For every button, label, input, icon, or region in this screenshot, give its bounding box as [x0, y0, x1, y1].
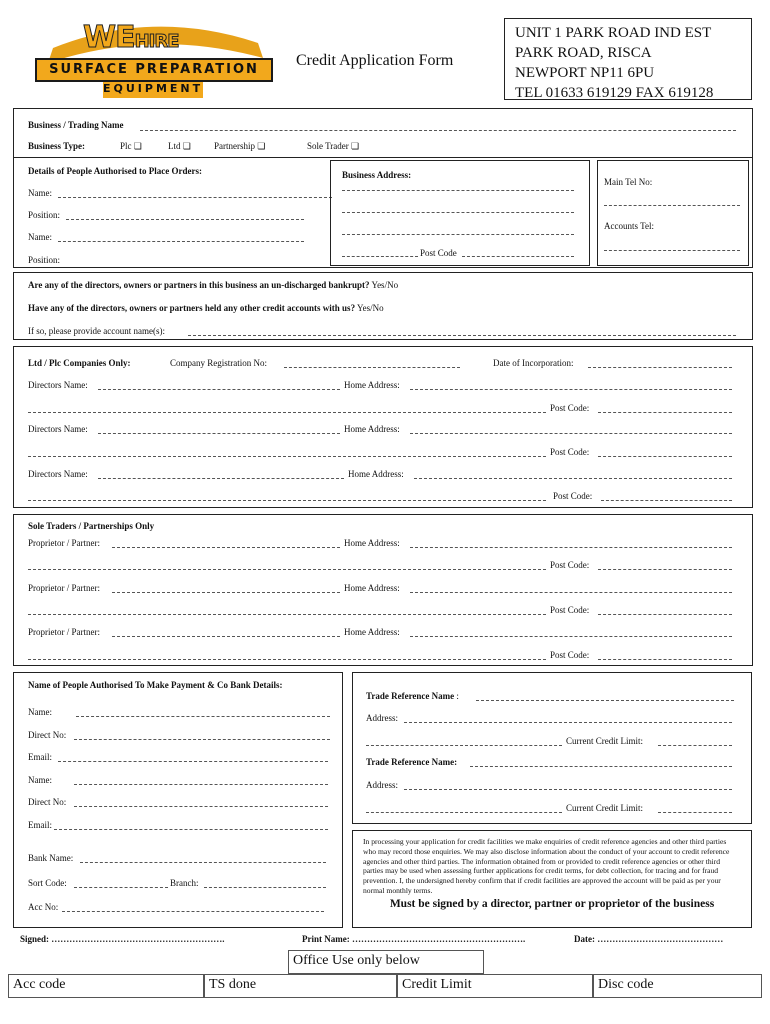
- company-address2: PARK ROAD, RISCA: [515, 45, 652, 61]
- proprietor1-home-input[interactable]: [410, 547, 732, 548]
- director3-name-label: Directors Name:: [28, 469, 88, 479]
- disclaimer-text: In processing your application for credit facilities we make enquiries of credit reference agencies and other third parties who may record those enquiries. We may also disclose information about the conduct of your account to credit reference agencies and other third parties. The information obtained from or provided to credit reference agencies or other third parties may be used when assessing further applications for credit terms, for debt collection, for tracing and for fraud prevention. I, the undersigned hereby confirm that if credit facilities are approved the account will be paid as per your normal monthly terms.: [363, 837, 730, 895]
- director3-home-label: Home Address:: [348, 469, 404, 479]
- proprietor2-home-input[interactable]: [410, 592, 732, 593]
- payment-email2-input[interactable]: [54, 829, 328, 830]
- authorised-name1-label: Name:: [28, 188, 52, 198]
- postcode-prefix-line[interactable]: [342, 256, 418, 257]
- authorised-position2-label: Position:: [28, 255, 61, 265]
- director3-postcode-label: Post Code:: [553, 491, 593, 501]
- company-address3: NEWPORT NP11 6PU: [515, 65, 655, 81]
- proprietor2-input[interactable]: [112, 592, 340, 593]
- proprietor2-postcode-input[interactable]: [598, 614, 732, 615]
- proprietor1-home-label: Home Address:: [344, 538, 400, 548]
- main-tel-label: Main Tel No:: [604, 177, 653, 187]
- logo-we: WE: [83, 20, 135, 55]
- office-ts-done[interactable]: TS done: [204, 974, 397, 998]
- question-accounts: [28, 303, 384, 313]
- director1-home-input[interactable]: [410, 389, 732, 390]
- director2-postcode-label: Post Code:: [550, 447, 590, 457]
- proprietor2-postcode-label: Post Code:: [550, 605, 590, 615]
- trade-ref2-name-label: Trade Reference Name:: [366, 757, 458, 767]
- question-accounts-answer[interactable]: Yes/No: [357, 303, 384, 313]
- business-address-label: Business Address:: [342, 170, 412, 180]
- trade-ref2-credit-label: Current Credit Limit:: [566, 803, 643, 813]
- payment-direct1-input[interactable]: [74, 739, 330, 740]
- date-inc-label: Date of Incorporation:: [493, 358, 574, 368]
- payment-name2-input[interactable]: [74, 784, 328, 785]
- trading-name-label: Business / Trading Name: [28, 120, 124, 130]
- trade-ref1-name-label: Trade Reference Name: [366, 691, 455, 701]
- company-address-box: [504, 18, 752, 100]
- director2-home-label: Home Address:: [344, 424, 400, 434]
- director1-name-input[interactable]: [98, 389, 340, 390]
- trade-ref2-address-input[interactable]: [404, 789, 732, 790]
- question-bankrupt-text: Are any of the directors, owners or partners in this business an un-discharged bankrupt?: [28, 280, 370, 290]
- proprietor1-postcode-input[interactable]: [598, 569, 732, 570]
- trade-ref1-credit-label: Current Credit Limit:: [566, 736, 643, 746]
- company-address1: UNIT 1 PARK ROAD IND EST: [515, 25, 712, 41]
- authorised-name2-input[interactable]: [58, 241, 304, 242]
- proprietor2-home-label: Home Address:: [344, 583, 400, 593]
- director2-name-label: Directors Name:: [28, 424, 88, 434]
- accounts-tel-label: Accounts Tel:: [604, 221, 654, 231]
- company-logo: [33, 18, 273, 100]
- trade-ref1-address-line2[interactable]: [366, 745, 562, 746]
- logo-line2: EQUIPMENT: [103, 82, 204, 95]
- disclaimer-box: [352, 830, 752, 928]
- main-tel-input[interactable]: [604, 205, 740, 206]
- account-names-label: If so, please provide account name(s):: [28, 326, 165, 336]
- office-credit-limit[interactable]: Credit Limit: [397, 974, 593, 998]
- postcode-input[interactable]: [462, 256, 574, 257]
- print-name-field[interactable]: Print Name: ………………………………………………….: [302, 934, 526, 944]
- director1-home-label: Home Address:: [344, 380, 400, 390]
- sort-code-label: Sort Code:: [28, 878, 67, 888]
- business-address-line1[interactable]: [342, 190, 574, 191]
- account-names-input[interactable]: [188, 335, 736, 336]
- proprietor3-postcode-input[interactable]: [598, 659, 732, 660]
- payment-name1-input[interactable]: [76, 716, 330, 717]
- branch-input[interactable]: [204, 887, 326, 888]
- trade-ref1-credit-input[interactable]: [658, 745, 732, 746]
- question-accounts-text: Have any of the directors, owners or partners held any other credit accounts with us?: [28, 303, 356, 313]
- company-phone: TEL 01633 619129 FAX 619128: [515, 85, 714, 101]
- bank-name-label: Bank Name:: [28, 853, 74, 863]
- logo-line1: SURFACE PREPARATION: [49, 62, 259, 77]
- proprietor1-input[interactable]: [112, 547, 340, 548]
- trade-ref2-credit-input[interactable]: [658, 812, 732, 813]
- trade-ref2-address-line2[interactable]: [366, 812, 562, 813]
- business-address-line2[interactable]: [342, 212, 574, 213]
- office-disc-code[interactable]: Disc code: [593, 974, 762, 998]
- acc-no-label: Acc No:: [28, 902, 59, 912]
- director2-address-line[interactable]: [28, 456, 546, 457]
- proprietor3-input[interactable]: [112, 636, 340, 637]
- payment-heading: Name of People Authorised To Make Payment & Co Bank Details:: [28, 680, 283, 690]
- payment-name1-label: Name:: [28, 707, 52, 717]
- trade-ref2-name-input[interactable]: [470, 766, 732, 767]
- director1-name-label: Directors Name:: [28, 380, 88, 390]
- proprietor3-home-input[interactable]: [410, 636, 732, 637]
- proprietor3-address-line[interactable]: [28, 659, 546, 660]
- business-type-label: Business Type:: [28, 141, 85, 151]
- trade-ref1-address-label: Address:: [366, 713, 398, 723]
- director1-address-line[interactable]: [28, 412, 546, 413]
- payment-direct2-input[interactable]: [74, 806, 328, 807]
- type-plc-checkbox[interactable]: Plc ❏: [120, 141, 142, 151]
- type-ltd-checkbox[interactable]: Ltd ❏: [168, 141, 191, 151]
- date-inc-input[interactable]: [588, 367, 732, 368]
- authorised-heading: Details of People Authorised to Place Orders:: [28, 166, 202, 176]
- branch-label: Branch:: [170, 878, 199, 888]
- director3-name-input[interactable]: [98, 478, 344, 479]
- divider: [13, 157, 753, 158]
- director2-postcode-input[interactable]: [598, 456, 732, 457]
- proprietor1-address-line[interactable]: [28, 569, 546, 570]
- office-acc-code[interactable]: Acc code: [8, 974, 204, 998]
- authorised-name2-label: Name:: [28, 232, 52, 242]
- question-bankrupt-answer[interactable]: Yes/No: [371, 280, 399, 290]
- type-partnership-checkbox[interactable]: Partnership ❏: [214, 141, 266, 151]
- payment-email1-label: Email:: [28, 752, 52, 762]
- trade-ref1-name: Trade Reference Name :: [366, 691, 459, 701]
- director3-home-input[interactable]: [414, 478, 732, 479]
- proprietor3-postcode-label: Post Code:: [550, 650, 590, 660]
- ltd-heading: Ltd / Plc Companies Only:: [28, 358, 131, 368]
- authorised-name1-input[interactable]: [58, 197, 332, 198]
- proprietor3-home-label: Home Address:: [344, 627, 400, 637]
- authorised-position1-input[interactable]: [66, 219, 304, 220]
- acc-no-input[interactable]: [62, 911, 324, 912]
- proprietor1-label: Proprietor / Partner:: [28, 538, 100, 548]
- trading-name-input[interactable]: [140, 130, 736, 131]
- logo-hire: HIRE: [134, 31, 179, 52]
- director2-name-input[interactable]: [98, 433, 340, 434]
- type-sole-trader-checkbox[interactable]: Sole Trader ❏: [307, 141, 360, 151]
- sole-heading: Sole Traders / Partnerships Only: [28, 521, 155, 531]
- trade-ref1-name-input[interactable]: [476, 700, 734, 701]
- proprietor1-postcode-label: Post Code:: [550, 560, 590, 570]
- payment-email1-input[interactable]: [58, 761, 328, 762]
- director1-postcode-input[interactable]: [598, 412, 732, 413]
- signed-field[interactable]: Signed: ………………………………………………….: [20, 934, 225, 944]
- director2-home-input[interactable]: [410, 433, 732, 434]
- accounts-tel-input[interactable]: [604, 250, 740, 251]
- date-field[interactable]: Date: ……………………………………: [574, 934, 724, 944]
- office-use-heading: Office Use only below: [288, 950, 484, 974]
- must-sign-note: Must be signed by a director, partner or proprietor of the business: [389, 897, 715, 910]
- trade-ref2-address-label: Address:: [366, 780, 398, 790]
- payment-email2-label: Email:: [28, 820, 52, 830]
- payment-direct1-label: Direct No:: [28, 730, 67, 740]
- proprietor3-label: Proprietor / Partner:: [28, 627, 100, 637]
- reg-no-label: Company Registration No:: [170, 358, 267, 368]
- payment-name2-label: Name:: [28, 775, 52, 785]
- question-bankrupt: [28, 280, 398, 290]
- reg-no-input[interactable]: [284, 367, 460, 368]
- proprietor2-label: Proprietor / Partner:: [28, 583, 100, 593]
- payment-direct2-label: Direct No:: [28, 797, 67, 807]
- business-address-line3[interactable]: [342, 234, 574, 235]
- bank-name-input[interactable]: [80, 862, 326, 863]
- director3-address-line[interactable]: [28, 500, 546, 501]
- form-title: Credit Application Form: [296, 52, 454, 69]
- proprietor2-address-line[interactable]: [28, 614, 546, 615]
- director3-postcode-input[interactable]: [601, 500, 732, 501]
- director1-postcode-label: Post Code:: [550, 403, 590, 413]
- sort-code-input[interactable]: [74, 887, 168, 888]
- postcode-label: Post Code: [420, 248, 457, 258]
- trade-ref1-address-input[interactable]: [404, 722, 732, 723]
- authorised-position1-label: Position:: [28, 210, 61, 220]
